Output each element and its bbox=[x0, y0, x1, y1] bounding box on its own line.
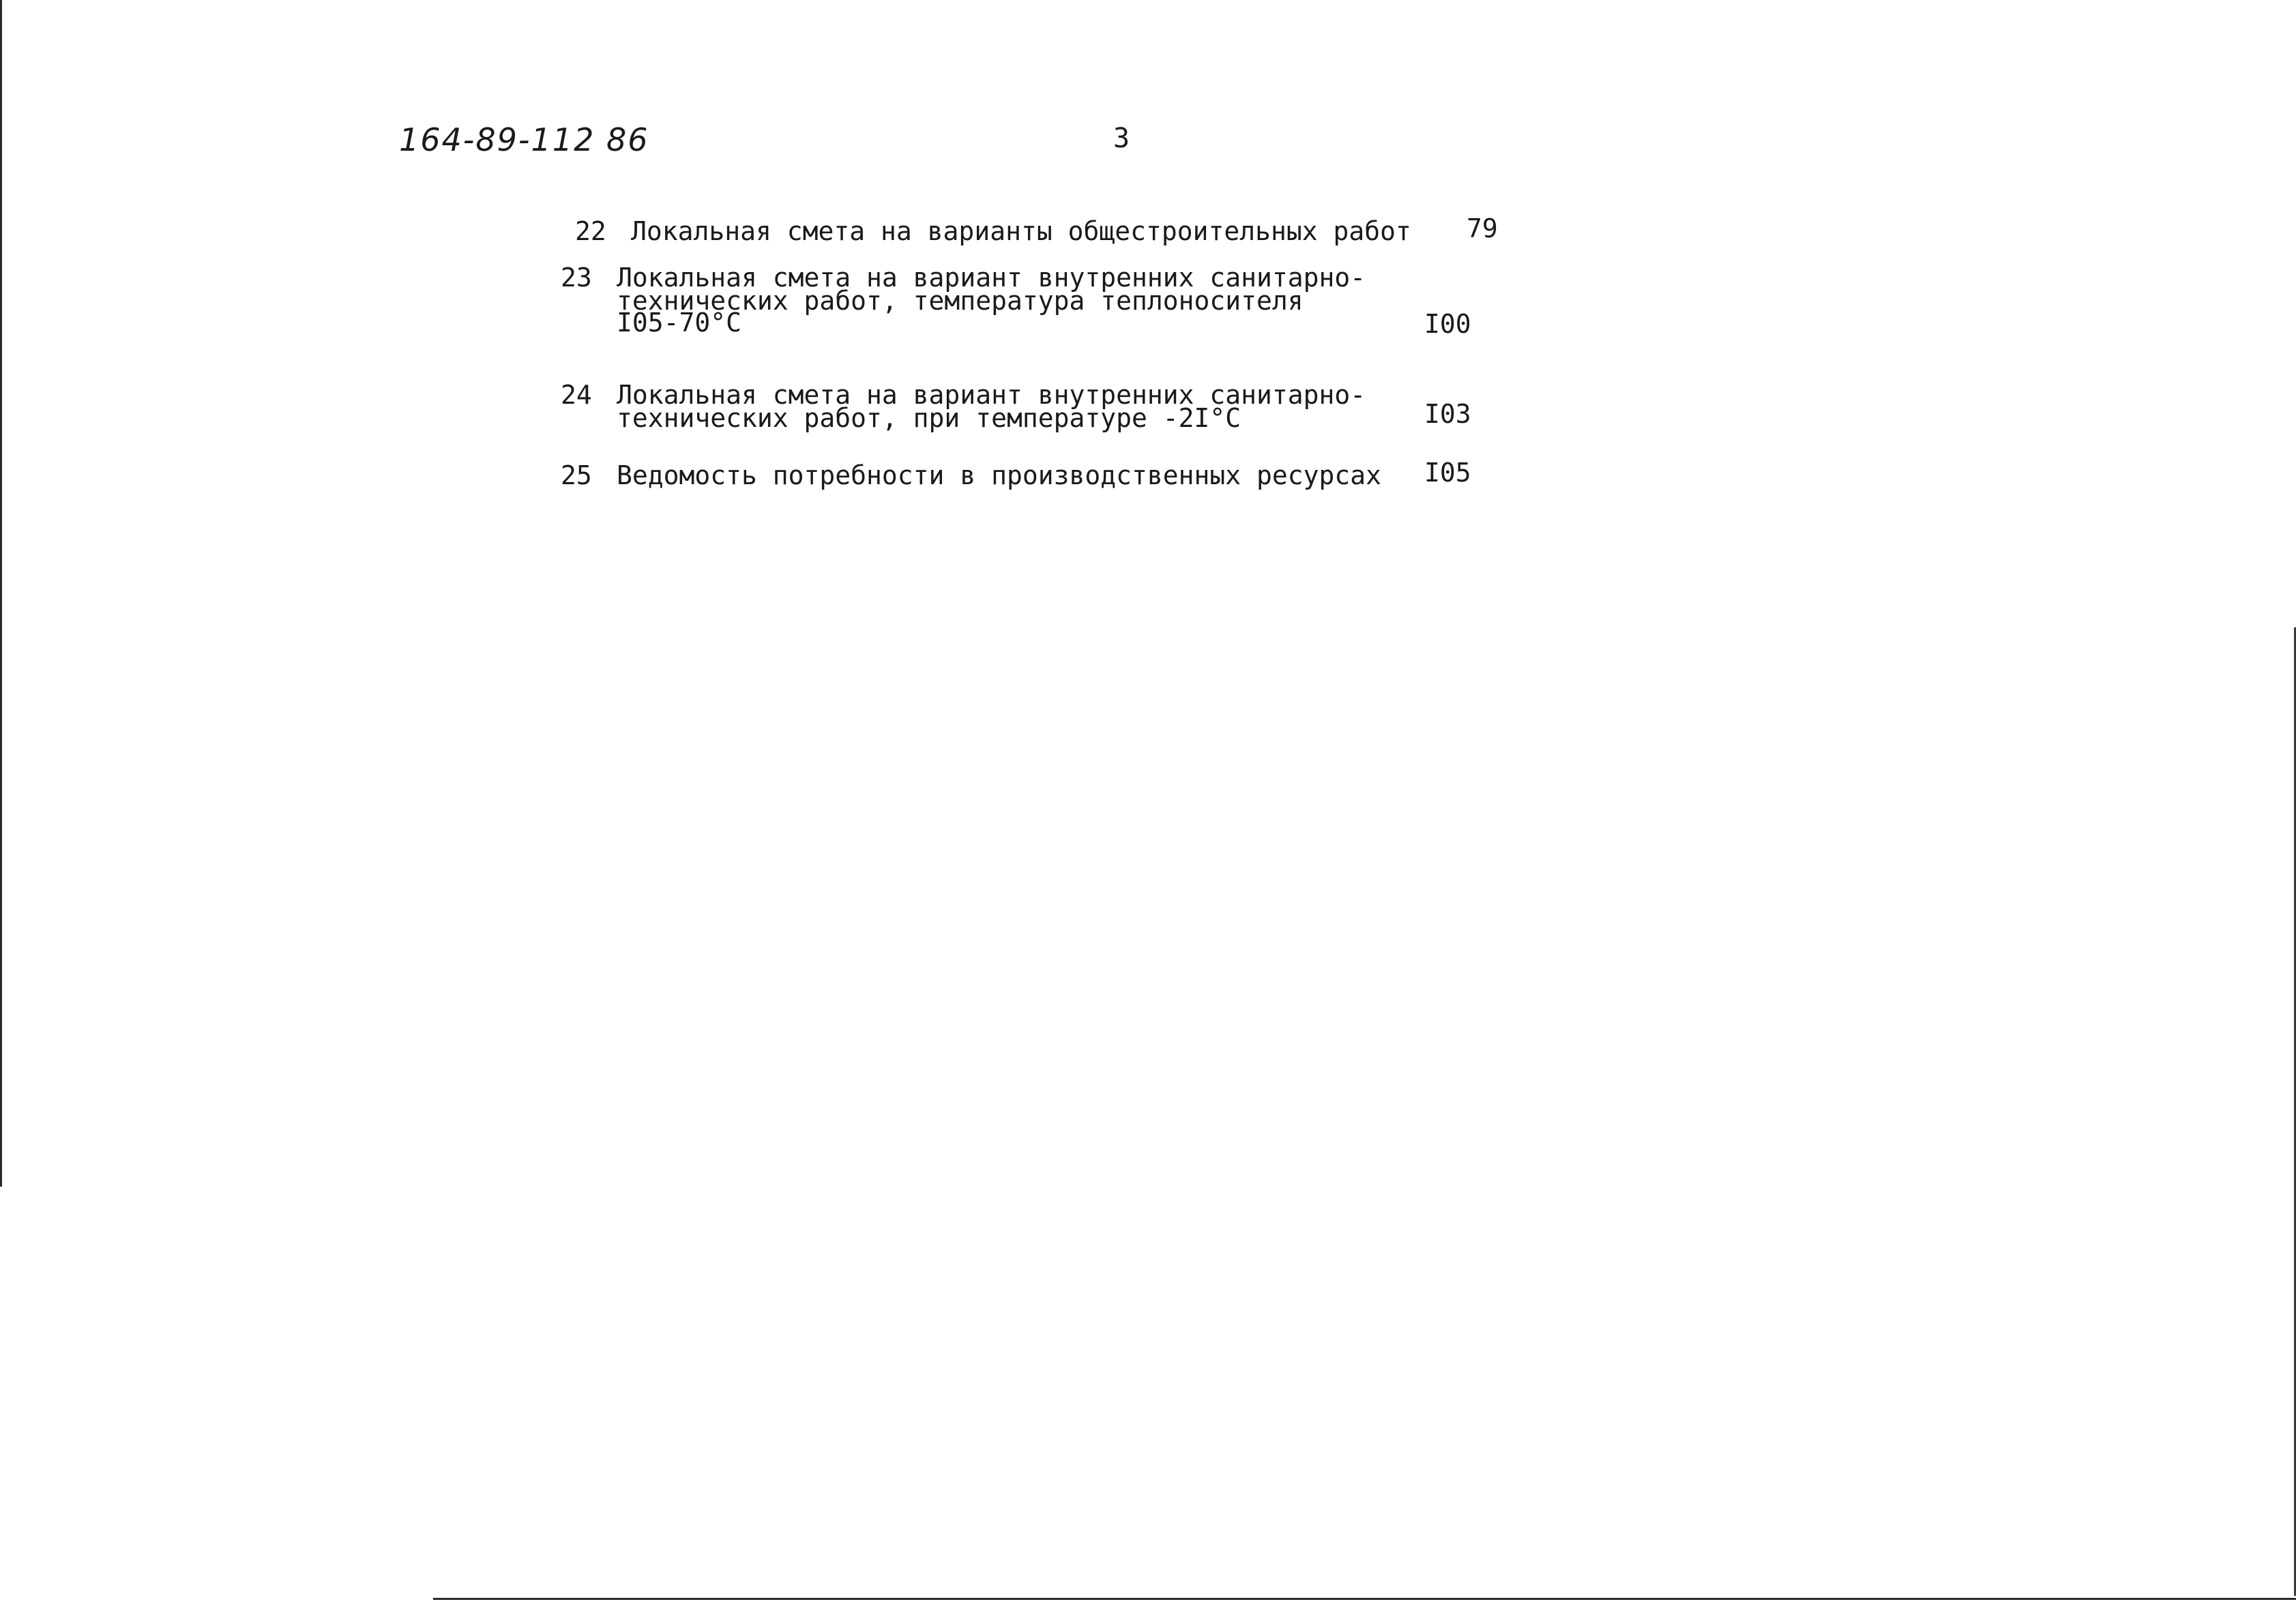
toc-entry-page: 79 bbox=[1467, 213, 1498, 243]
toc-entry-title-line: Ведомость потребности в производственных ресурсах bbox=[617, 460, 1382, 490]
toc-entry-number: 24 bbox=[561, 380, 592, 410]
toc-entry-title-line: Локальная смета на вариант внутренних санитарно- bbox=[617, 263, 1366, 293]
scan-edge-bottom bbox=[433, 1598, 2296, 1600]
toc-entry-number: 23 bbox=[561, 263, 592, 293]
toc-entry-title-line: технических работ, при температуре -2I°С bbox=[617, 403, 1241, 433]
toc-entry-title-line: технических работ, температура теплоносителя bbox=[617, 286, 1304, 316]
toc-entry-page: I03 bbox=[1424, 399, 1471, 429]
document-code: 164-89-112 86 bbox=[399, 121, 649, 158]
toc-entry-number: 25 bbox=[561, 460, 592, 490]
toc-entry-title-line: Локальная смета на вариант внутренних санитарно- bbox=[617, 380, 1366, 410]
page-number: 3 bbox=[1113, 123, 1130, 154]
toc-entry-page: I00 bbox=[1424, 309, 1471, 339]
toc-entry-number: 22 bbox=[575, 216, 606, 246]
scan-edge-left bbox=[0, 0, 2, 1187]
toc-entry-title-line: I05-70°С bbox=[617, 308, 742, 338]
toc-entry-page: I05 bbox=[1424, 458, 1471, 488]
toc-entry-title-line: Локальная смета на варианты общестроительных работ bbox=[631, 216, 1411, 246]
